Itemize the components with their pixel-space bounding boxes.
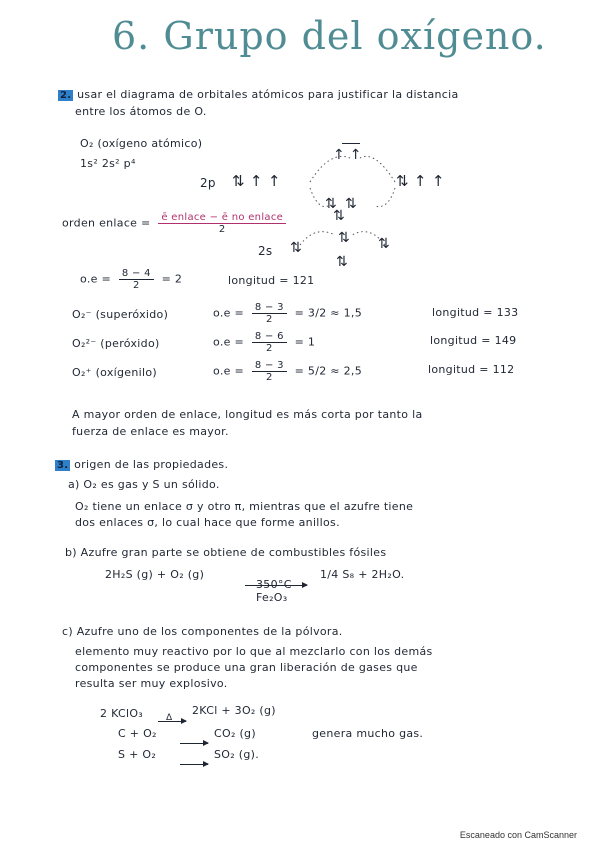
2s-label: 2s bbox=[258, 244, 273, 258]
part-a-label: a) O₂ es gas y S un sólido. bbox=[68, 478, 220, 491]
oe-numerator: 8 − 6 bbox=[252, 331, 287, 343]
oe-denominator: 2 bbox=[265, 343, 273, 354]
reaction-2-arrow bbox=[180, 733, 208, 752]
prompt-line-2: entre los átomos de O. bbox=[75, 105, 207, 118]
reaction-2-right: CO₂ (g) bbox=[214, 727, 256, 740]
bond-order-denominator: 2 bbox=[218, 224, 226, 235]
reaction-3-right: SO₂ (g). bbox=[214, 748, 260, 761]
conclusion-line-2: fuerza de enlace es mayor. bbox=[72, 425, 229, 438]
bond-order-label: orden enlace = bbox=[62, 216, 151, 230]
prompt-line-1: usar el diagrama de orbitales atómicos para justificar la distancia bbox=[77, 88, 459, 101]
question-3-heading bbox=[55, 458, 228, 471]
page-title: 6. Grupo del oxígeno. bbox=[112, 14, 547, 58]
reaction-1-left: 2 KClO₃ bbox=[100, 707, 144, 720]
part-a-text-1: O₂ tiene un enlace σ y otro π, mientras que el azufre tiene bbox=[75, 500, 414, 513]
sigma-bonding-electrons: ⇅ bbox=[333, 208, 346, 224]
species-peroxide-oe bbox=[213, 331, 315, 354]
species-superoxide: O₂⁻ (superóxido) bbox=[72, 308, 169, 321]
sigma-s-bonding-electrons: ⇅ bbox=[336, 254, 349, 270]
o2-length: longitud = 121 bbox=[228, 274, 315, 287]
part-b-label: b) Azufre gran parte se obtiene de combustibles fósiles bbox=[65, 546, 387, 559]
oe-result: = 1 bbox=[294, 335, 316, 349]
heading-text: origen de las propiedades. bbox=[74, 458, 229, 471]
oe-fraction bbox=[252, 360, 287, 383]
part-a-text-2: dos enlaces σ, lo cual hace que forme anillos. bbox=[75, 516, 340, 529]
oe-result: = 3/2 ≈ 1,5 bbox=[294, 306, 362, 320]
oe-result: = 5/2 ≈ 2,5 bbox=[294, 364, 362, 378]
oe-denominator: 2 bbox=[132, 280, 140, 291]
electron-config: 1s² 2s² p⁴ bbox=[80, 157, 136, 170]
oe-numerator: 8 − 4 bbox=[119, 268, 154, 280]
o2-label: O₂ (oxígeno atómico) bbox=[80, 137, 203, 150]
oe-fraction bbox=[252, 331, 287, 354]
oe-label: o.e = bbox=[213, 306, 245, 320]
question-2-prompt bbox=[58, 88, 459, 101]
species-oxygenyl-length: longitud = 112 bbox=[428, 363, 515, 376]
oe-fraction bbox=[252, 302, 287, 325]
left-2p-electrons: ⇅ ↑ ↑ bbox=[232, 172, 281, 190]
right-2p-electrons: ⇅ ↑ ↑ bbox=[396, 172, 445, 190]
mo-connector-lines bbox=[290, 140, 420, 270]
species-peroxide-length: longitud = 149 bbox=[430, 334, 517, 347]
species-superoxide-length: longitud = 133 bbox=[432, 306, 519, 319]
species-oxygenyl: O₂⁺ (oxígenilo) bbox=[72, 366, 157, 379]
question-number: 2. bbox=[60, 90, 72, 101]
sigma-s-antibonding-electrons: ⇅ bbox=[338, 230, 351, 246]
oe-denominator: 2 bbox=[265, 372, 273, 383]
reaction-1-condition: Δ bbox=[166, 713, 173, 723]
oe-denominator: 2 bbox=[265, 314, 273, 325]
oe-result: = 2 bbox=[161, 272, 183, 286]
part-c-text-1: elemento muy reactivo por lo que al mezclarlo con los demás bbox=[75, 645, 433, 658]
oe-label: o.e = bbox=[213, 364, 245, 378]
conclusion-line-1: A mayor orden de enlace, longitud es más corta por tanto la bbox=[72, 408, 423, 421]
reaction-b-catalyst: Fe₂O₃ bbox=[256, 591, 288, 604]
oe-label: o.e = bbox=[213, 335, 245, 349]
pi-antibonding-electrons: ↑ ↑ bbox=[333, 147, 362, 163]
reaction-b-left: 2H₂S (g) + O₂ (g) bbox=[105, 568, 205, 581]
reaction-2-left: C + O₂ bbox=[118, 727, 157, 740]
scanner-watermark: Escaneado con CamScanner bbox=[459, 830, 577, 840]
part-c-text-3: resulta ser muy explosivo. bbox=[75, 677, 228, 690]
species-peroxide: O₂²⁻ (peróxido) bbox=[72, 337, 160, 350]
oe-numerator: 8 − 3 bbox=[252, 302, 287, 314]
reaction-1-right: 2KCl + 3O₂ (g) bbox=[192, 704, 276, 717]
part-c-label: c) Azufre uno de los componentes de la pólvora. bbox=[62, 625, 343, 638]
pi-bonding-electrons-1: ⇅ bbox=[325, 196, 338, 212]
oe-numerator: 8 − 3 bbox=[252, 360, 287, 372]
2p-label: 2p bbox=[200, 176, 216, 190]
oe-label: o.e = bbox=[80, 272, 112, 286]
reaction-3-arrow bbox=[180, 754, 208, 773]
pi-bonding-electrons-2: ⇅ bbox=[345, 196, 358, 212]
species-superoxide-oe bbox=[213, 302, 362, 325]
oe-o2 bbox=[80, 268, 182, 291]
bond-order-formula bbox=[62, 212, 290, 235]
reaction-b-right: 1/4 S₈ + 2H₂O. bbox=[320, 568, 405, 581]
oe-fraction bbox=[119, 268, 154, 291]
part-c-text-2: componentes se produce una gran liberación de gases que bbox=[75, 661, 418, 674]
reaction-2-note: genera mucho gas. bbox=[312, 727, 424, 740]
bond-order-numerator: ē enlace − ē no enlace bbox=[158, 212, 286, 224]
right-2s-electrons: ⇅ bbox=[378, 236, 391, 252]
bond-order-fraction bbox=[158, 212, 286, 235]
left-2s-electrons: ⇅ bbox=[290, 240, 303, 256]
species-oxygenyl-oe bbox=[213, 360, 362, 383]
reaction-3-left: S + O₂ bbox=[118, 748, 157, 761]
question-number: 3. bbox=[57, 460, 69, 471]
reaction-b-temp: 350°C bbox=[256, 578, 292, 591]
